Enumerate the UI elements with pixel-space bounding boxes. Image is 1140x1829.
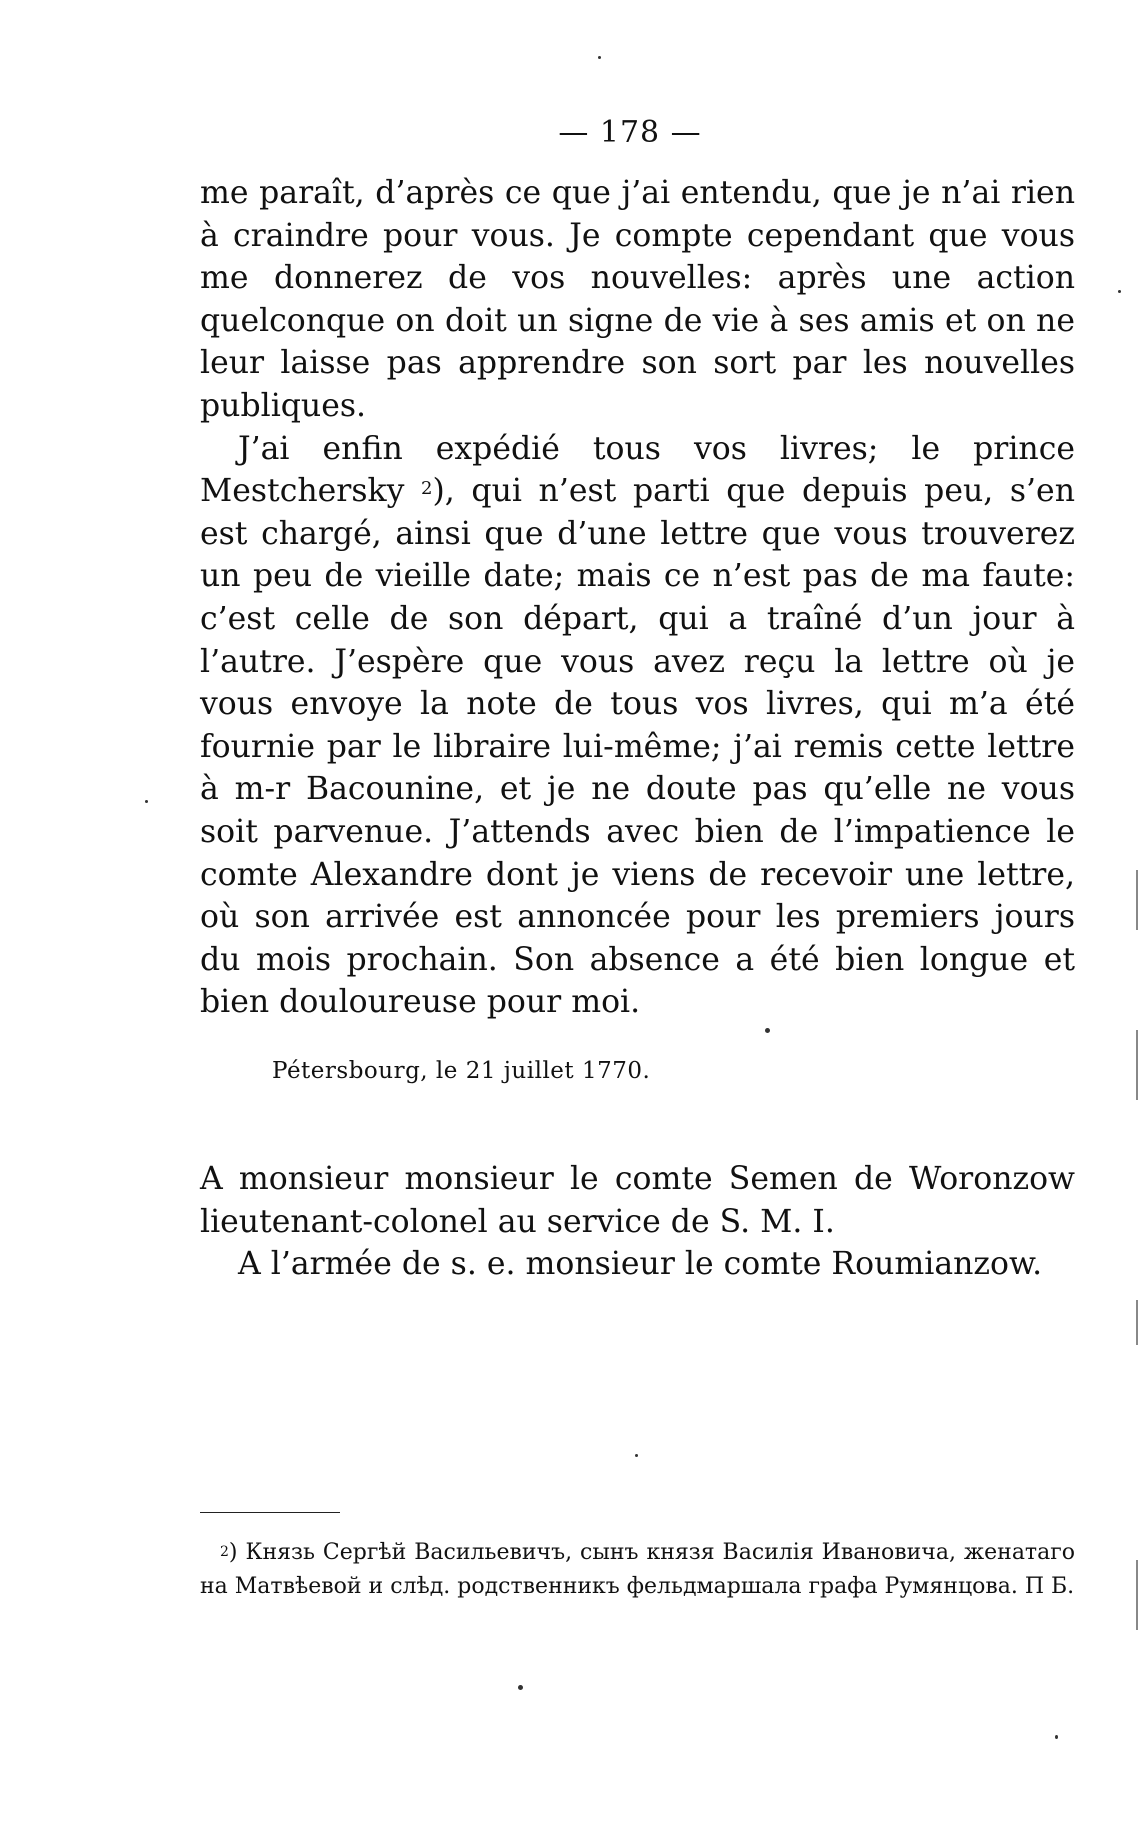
address-block (200, 1158, 1075, 1286)
scan-speck (598, 56, 601, 59)
footnote-text: ) Князь Сергѣй Васильевичъ, сынъ князя Василія Ивановича, женатаго на Матвѣевой и слѣд. родственникъ фельдмаршала графа Румянцова. П Б. (200, 1540, 1075, 1599)
paragraph-2 (200, 428, 1075, 1024)
scan-speck (635, 1454, 638, 1457)
scan-speck (1118, 290, 1121, 293)
scan-speck (765, 1028, 770, 1033)
paragraph-2-part-2: ), qui n’est parti que depuis peu, s’en est chargé, ainsi que d’une lettre que vous trouverez un peu de vieille date; mais ce n’est pas de ma faute: c’est celle de son départ, qui a traîné d’un jour à l’autre. J’espère que vous avez reçu la lettre où je vous envoye la note de tous vos livres, qui m’a été fournie par le libraire lui-même; j’ai remis cette lettre à m-r Bacounine, et je ne doute pas qu’elle ne vous soit parvenue. J’attends avec bien de l’impatience le comte Alexandre dont je viens de recevoir une lettre, où son arrivée est annoncée pour les premiers jours du mois prochain. Son absence a été bien longue et bien douloureuse pour moi. (200, 473, 1075, 1021)
page-edge-mark (1136, 1560, 1138, 1630)
page-edge-mark (1136, 1030, 1138, 1100)
paragraph-1: me paraît, d’après ce que j’ai entendu, que je n’ai rien à craindre pour vous. Je compte cependant que vous me donnerez de vos nouvelles: après une action quelconque on doit un signe de vie à ses amis et on ne leur laisse pas apprendre son sort par les nouvelles publiques. (200, 175, 1075, 424)
footnote (200, 1536, 1075, 1604)
address-line-1: A monsieur monsieur le comte Semen de Woronzow lieutenant-colonel au service de S. M. I. (200, 1161, 1075, 1240)
paragraph-2-part-1: J’ai enfin expédié tous vos livres; le prince Mestchersky (200, 430, 1075, 510)
address-line-2: A l’armée de s. e. monsieur le comte Roumianzow. (238, 1246, 1043, 1283)
scan-speck (1055, 1735, 1058, 1739)
page-edge-mark (1136, 1300, 1138, 1345)
scan-speck (518, 1685, 523, 1690)
footnote-divider (200, 1512, 340, 1513)
page-number: — 178 — (558, 115, 702, 150)
footnote-marker: 2 (220, 1544, 229, 1560)
page-edge-mark (1136, 870, 1138, 930)
letter-body (200, 172, 1075, 1024)
footnote-reference: 2 (421, 478, 433, 500)
scan-speck (145, 800, 148, 803)
dateline: Pétersbourg, le 21 juillet 1770. (272, 1058, 651, 1084)
